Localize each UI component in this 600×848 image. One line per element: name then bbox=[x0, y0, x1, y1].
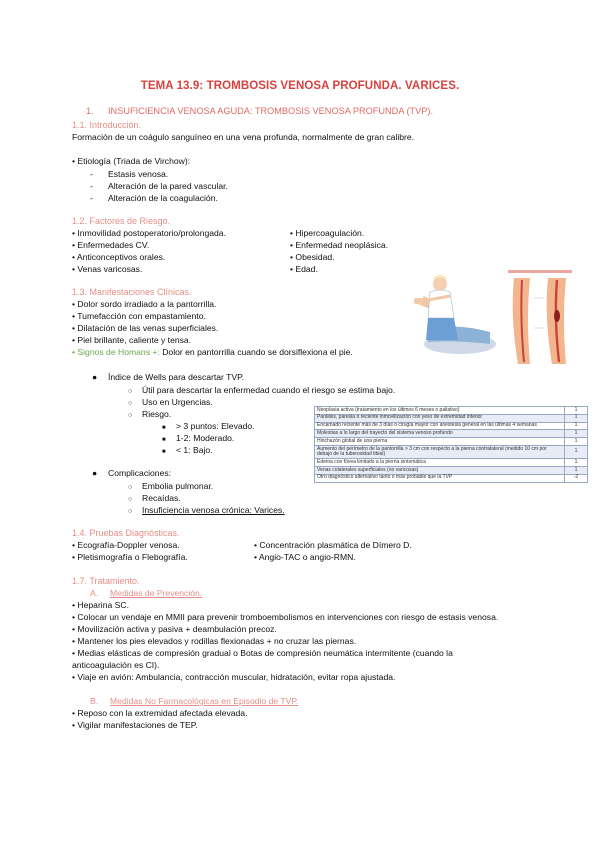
factor-item: • Anticonceptivos orales. bbox=[72, 252, 166, 262]
factor-item: • Enfermedad neoplásica. bbox=[290, 240, 389, 250]
wells-criterion: Neoplasia activa (tratamiento en los últimos 6 meses o paliativo) bbox=[315, 407, 565, 415]
prueba-item: • Angio-TAC o angio-RMN. bbox=[254, 552, 356, 562]
page-title: TEMA 13.9: TROMBOSIS VENOSA PROFUNDA. VARICES. bbox=[140, 80, 460, 92]
etiologia-item: - Alteración de la pared vascular. bbox=[90, 181, 228, 191]
wells-criterion: Otro diagnóstico alternativo tanto o más probable que la TVP bbox=[315, 474, 565, 482]
prevencion-item: • Viaje en avión: Ambulancia, contracción muscular, hidratación, evitar ropa ajustada. bbox=[72, 672, 396, 682]
factor-item: • Edad. bbox=[290, 264, 318, 274]
manifestaciones-heading: 1.3. Manifestaciones Clínicas. bbox=[72, 287, 192, 297]
homans-test-illustration bbox=[398, 270, 498, 360]
varices-link[interactable]: ○ Insuficiencia venosa crónica: Varices. bbox=[128, 505, 285, 515]
homans-sign: • Signos de Homans +: Dolor en pantorrilla cuando se dorsiflexiona el pie. bbox=[72, 347, 353, 357]
prevencion-item: • Movilización activa y pasiva + deambulación precoz. bbox=[72, 624, 277, 634]
pruebas-heading: 1.4. Pruebas Diagnósticas. bbox=[72, 528, 180, 538]
riesgo-item: ■ < 1: Bajo. bbox=[162, 445, 213, 455]
wells-criterion: Encamado reciente más de 3 días o cirugía mayor con anestesia general en las últimas 4 semanas bbox=[315, 422, 565, 430]
wells-table-row bbox=[315, 467, 588, 475]
prevencion-item: • Mantener los pies elevados y rodillas flexionadas + no cruzar las piernas. bbox=[72, 636, 357, 646]
intro-heading: 1.1. Introducción. bbox=[72, 120, 142, 130]
prevencion-heading: A. Medidas de Prevención. bbox=[90, 588, 203, 598]
wells-item: ○ Útil para descartar la enfermedad cuando el riesgo se estima bajo. bbox=[128, 385, 396, 395]
wells-table-row bbox=[315, 430, 588, 438]
factor-item: • Enfermedades CV. bbox=[72, 240, 150, 250]
wells-table-row bbox=[315, 414, 588, 422]
wells-points: 1 bbox=[565, 422, 588, 430]
manifestacion-item: • Dolor sordo irradiado a la pantorrilla. bbox=[72, 299, 217, 309]
prueba-item: • Ecografía-Doppler venosa. bbox=[72, 540, 180, 550]
factor-item: • Hipercoagulación. bbox=[290, 228, 365, 238]
no-farmacologica-item: • Vigilar manifestaciones de TEP. bbox=[72, 720, 198, 730]
factores-heading: 1.2. Factores de Riesgo. bbox=[72, 216, 171, 226]
complicacion-item: ○ Embolia pulmonar. bbox=[128, 481, 214, 491]
leg-veins-illustration bbox=[500, 268, 580, 368]
wells-item: ○ Uso en Urgencias. bbox=[128, 397, 213, 407]
prueba-item: • Concentración plasmática de Dímero D. bbox=[254, 540, 412, 550]
wells-table-row bbox=[315, 474, 588, 482]
prevencion-item: • Colocar un vendaje en MMII para prevenir tromboembolismos en intervenciones con riesgo de estasis venosa. bbox=[72, 612, 499, 622]
wells-score-table bbox=[314, 406, 588, 483]
prevencion-item: • Medias elásticas de compresión gradual o Botas de compresión neumática intermitente (cuando la bbox=[72, 648, 453, 658]
riesgo-item: ■ > 3 puntos: Elevado. bbox=[162, 421, 255, 431]
etiologia-item: - Alteración de la coagulación. bbox=[90, 193, 218, 203]
section-1-title: INSUFICIENCIA VENOSA AGUDA: TROMBOSIS VENOSA PROFUNDA (TVP). bbox=[108, 106, 434, 116]
wells-points: 1 bbox=[565, 459, 588, 467]
complicacion-item: ○ Recaídas. bbox=[128, 493, 181, 503]
wells-points: 1 bbox=[565, 407, 588, 415]
wells-points: 1 bbox=[565, 445, 588, 458]
manifestacion-item: • Tumefacción con empastamiento. bbox=[72, 311, 206, 321]
intro-text: Formación de un coágulo sanguíneo en una vena profunda, normalmente de gran calibre. bbox=[72, 132, 415, 142]
tratamiento-heading: 1.7. Tratamiento. bbox=[72, 576, 140, 586]
wells-points: 1 bbox=[565, 414, 588, 422]
wells-table-row bbox=[315, 459, 588, 467]
manifestacion-item: • Dilatación de las venas superficiales. bbox=[72, 323, 219, 333]
wells-table-row bbox=[315, 407, 588, 415]
wells-criterion: Edema con fóvea limitado a la pierna sintomática bbox=[315, 459, 565, 467]
complicaciones-label: ● Complicaciones: bbox=[92, 468, 172, 478]
wells-item: ○ Riesgo. bbox=[128, 409, 172, 419]
factor-item: • Inmovilidad postoperatorio/prolongada. bbox=[72, 228, 226, 238]
no-farmacologica-item: • Reposo con la extremidad afectada elevada. bbox=[72, 708, 248, 718]
wells-criterion: Hinchazón global de una pierna bbox=[315, 438, 565, 446]
etiologia-label: • Etiología (Triada de Virchow): bbox=[72, 156, 191, 166]
prueba-item: • Pletismografía o Flebografía. bbox=[72, 552, 188, 562]
wells-table-row bbox=[315, 445, 588, 458]
wells-criterion: Parálisis, paresia o reciente inmovilización con yeso de extremidad inferior bbox=[315, 414, 565, 422]
section-1-heading bbox=[86, 106, 433, 116]
wells-criterion: Aumento del perímetro de la pantorrilla > 3 cm con respecto a la pierna contralateral (medido 10 cm por debajo de la tuberosidad tibial) bbox=[315, 445, 565, 458]
prevencion-item: anticoagulación es CI). bbox=[72, 660, 160, 670]
no-farmacologicas-heading: B. Medidas No Farmacológicas en Episodio de TVP. bbox=[90, 696, 299, 706]
prevencion-item: • Heparina SC. bbox=[72, 600, 129, 610]
wells-criterion: Molestias a lo largo del trayecto del sistema venoso profundo bbox=[315, 430, 565, 438]
etiologia-item: - Estasis venosa. bbox=[90, 169, 169, 179]
wells-points: 1 bbox=[565, 430, 588, 438]
wells-table-row bbox=[315, 438, 588, 446]
wells-points: 1 bbox=[565, 438, 588, 446]
factor-item: • Venas varicosas. bbox=[72, 264, 143, 274]
manifestacion-item: • Piel brillante, caliente y tensa. bbox=[72, 335, 192, 345]
wells-points: -2 bbox=[565, 474, 588, 482]
factor-item: • Obesidad. bbox=[290, 252, 335, 262]
wells-criterion: Venas colaterales superficiales (no varicosas) bbox=[315, 467, 565, 475]
wells-label: ● Índice de Wells para descartar TVP. bbox=[92, 372, 245, 382]
wells-points: 1 bbox=[565, 467, 588, 475]
section-1-number: 1. bbox=[86, 106, 94, 116]
riesgo-item: ■ 1-2: Moderado. bbox=[162, 433, 235, 443]
wells-table-row bbox=[315, 422, 588, 430]
